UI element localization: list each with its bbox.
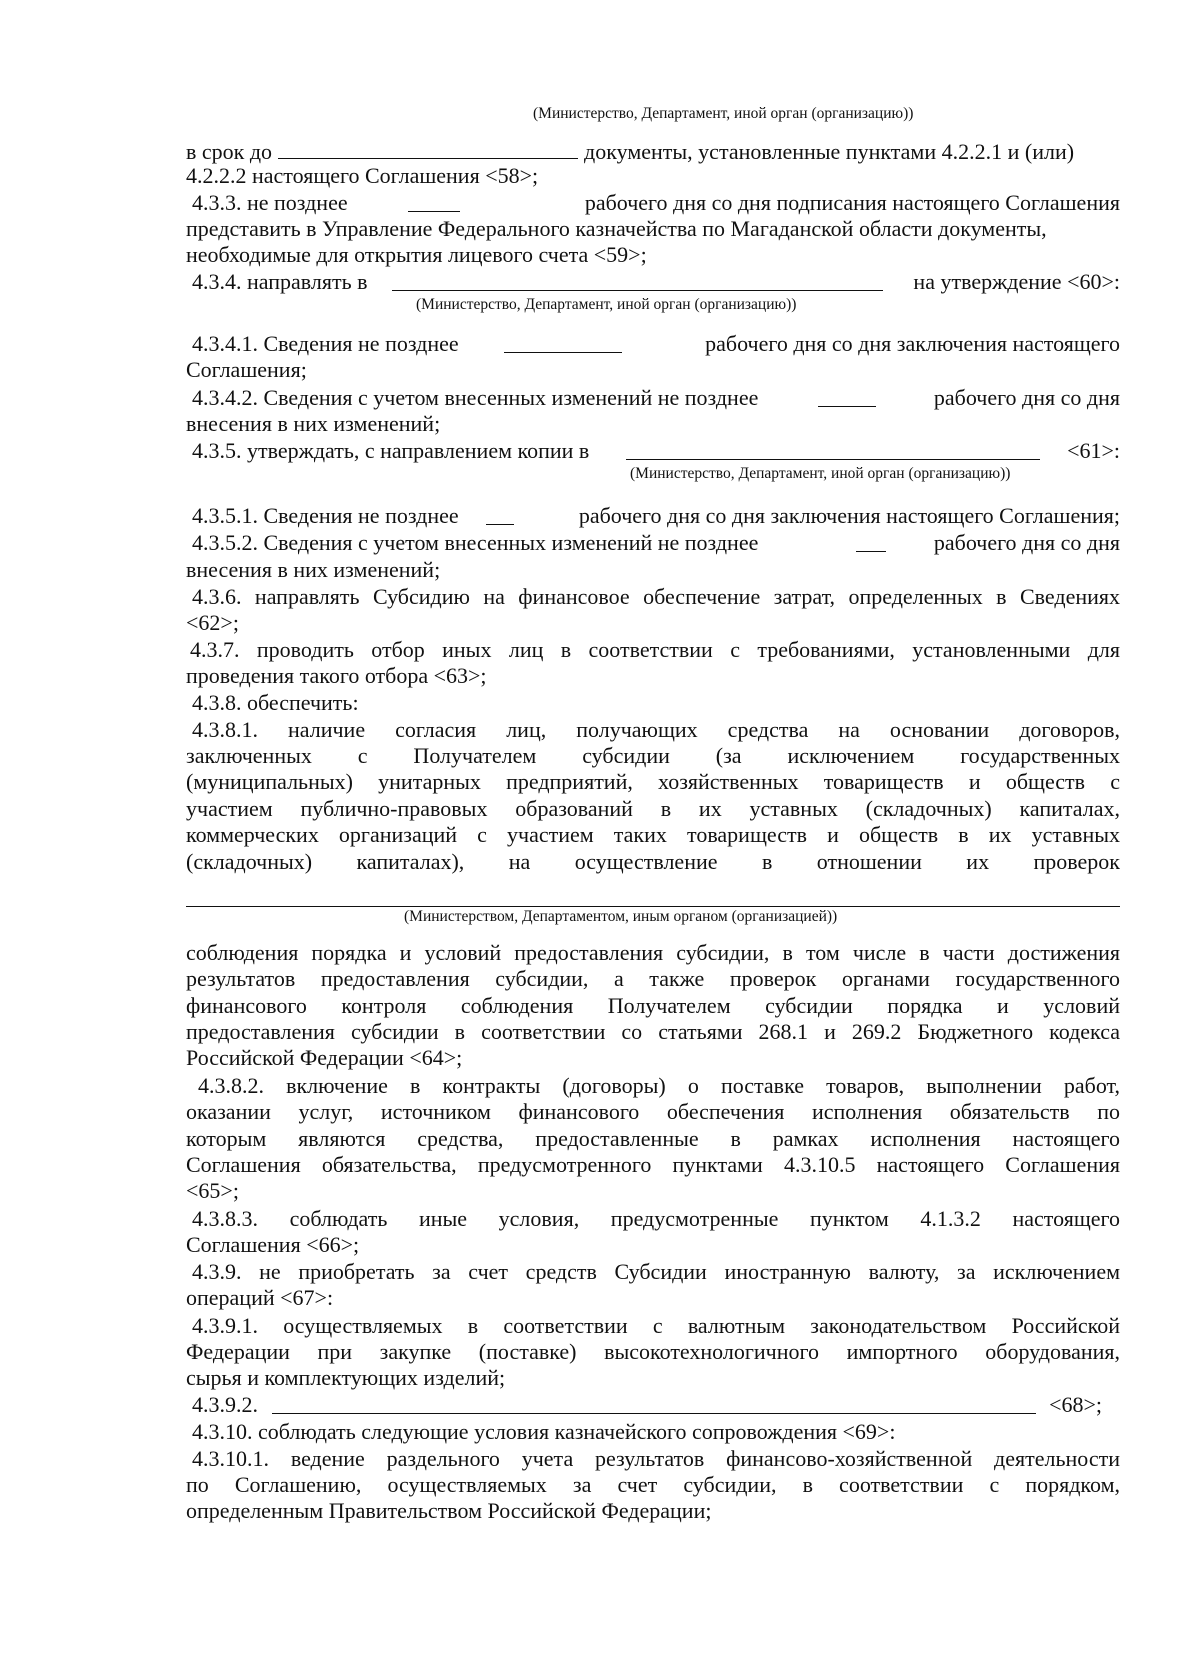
paragraph-line: Соглашения; — [186, 357, 307, 382]
paragraph-line: внесения в них изменений; — [186, 557, 441, 582]
paragraph-line: проведения такого отбора <63>; — [186, 663, 487, 688]
paragraph-line: 4.3.10. соблюдать следующие условия казначейского сопровождения <69>: — [192, 1419, 896, 1444]
blank-date-field — [278, 137, 578, 159]
org-caption: (Министерством, Департаментом, иным органом (организацией)) — [404, 908, 838, 925]
paragraph-line: предоставления субсидии в соответствии со статьями 268.1 и 269.2 Бюджетного кодекса — [186, 1019, 1120, 1044]
paragraph-line: 4.3.8. обеспечить: — [192, 690, 359, 715]
paragraph-line: 4.3.7. проводить отбор иных лиц в соответствии с требованиями, установленными для — [190, 637, 1120, 662]
blank-days-field — [856, 530, 886, 552]
paragraph-line: <62>; — [186, 610, 239, 635]
paragraph-line: внесения в них изменений; — [186, 411, 441, 436]
blank-org-field — [186, 906, 1120, 907]
paragraph-line: результатов предоставления субсидии, а также проверок органами государственного — [186, 966, 1120, 991]
paragraph-line: операций <67>: — [186, 1285, 334, 1310]
paragraph-line: 4.3.10.1. ведение раздельного учета результатов финансово-хозяйственной деятельности — [192, 1446, 1120, 1471]
paragraph-line: по Соглашению, осуществляемых за счет субсидии, в соответствии с порядком, — [186, 1472, 1120, 1497]
paragraph-line: соблюдения порядка и условий предоставления субсидии, в том числе в части достижения — [186, 940, 1120, 965]
paragraph-line: (муниципальных) унитарных предприятий, хозяйственных товариществ и обществ с — [186, 769, 1120, 794]
paragraph-line: Соглашения обязательства, предусмотренного пунктами 4.3.10.5 настоящего Соглашения — [186, 1152, 1120, 1177]
paragraph-line: 4.3.6. направлять Субсидию на финансовое обеспечение затрат, определенных в Сведениях — [192, 584, 1120, 609]
paragraph-line: 4.2.2.2 настоящего Соглашения <58>; — [186, 163, 539, 188]
paragraph-line: оказании услуг, источником финансового обеспечения исполнения обязательств по — [186, 1099, 1120, 1124]
document-page: (Министерство, Департамент, иной орган (организацию)) в срок до документы, установленные пунктами 4.2.2.1 и (или) 4.2.2.2 настоящего Соглашения <58>; 4.3.3. не позднее рабочего дня со дня подписания настоящего Соглашения представить в Управление Федерального казначейства по Магаданской области документы, необходимые для открытия лицевого счета <59>; 4.3.4. направлять в на утверждение <60>: (Министерство, Департамент, иной орган (организацию)) 4.3.4.1. Сведения не позднее рабочего дня со дня заключения настоящего Соглашения; 4.3.4.2. Сведения с учетом внесенных изменений не позднее рабочего дня со дня внесения в них изменений; 4.3.5. утверждать, с направлением копии в <61>: (Министерство, Департамент, иной орган (организацию)) 4.3.5.1. Сведения не позднее рабочего дня со дня заключения настоящего Соглашения; 4.3.5.2. Сведения с учетом внесенных изменений не позднее рабочего дня со дня внесения в них изменений; 4.3.6. направлять Субсидию на финансовое обеспечение затрат, определенных в Сведениях <62>; 4.3.7. проводить отбор иных лиц в соответствии с требованиями, установленными для проведения такого отбора <63>; 4.3.8. обеспечить: 4.3.8.1. наличие согласия лиц, получающих средства на основании договоров, заключенных с Получателем субсидии (за исключением государственных (муниципальных) унитарных предприятий, хозяйственных товариществ и обществ с участием публично-правовых образований в их уставных (складочных) капиталах, коммерческих организаций с участием таких товариществ и обществ в их уставных (складочных) капиталах), на осуществление в отношении их проверок (Министерством, Департаментом, иным органом (организацией)) соблюдения порядка и условий предоставления субсидии, в том числе в части достижения результатов предоставления субсидии, а также проверок органами государственного финансового контроля соблюдения Получателем субсидии порядка и условий предоставления субсидии в соответствии со статьями 268.1 и 269.2 Бюджетного кодекса Российской Федерации <64>; 4.3.8.2. включение в контракты (договоры) о поставке товаров, выполнении работ, оказании услуг, источником финансового обеспечения исполнения обязательств по которым являются средства, предоставленные в рамках исполнения настоящего Соглашения обязательства, предусмотренного пунктами 4.3.10.5 настоящего Соглашения <65>; 4.3.8.3. соблюдать иные условия, предусмотренные пунктом 4.1.3.2 настоящего Соглашения <66>; 4.3.9. не приобретать за счет средств Субсидии иностранную валюту, за исключением операций <67>: 4.3.9.1. осуществляемых в соответствии с валютным законодательством Российской Федерации при закупке (поставке) высокотехнологичного импортного оборудования, сырья и комплектующих изделий; 4.3.9.2. <68>; 4.3.10. соблюдать следующие условия казначейского сопровождения <69>: 4.3.10.1. ведение раздельного учета результатов финансово-хозяйственной деятельности по Соглашению, осуществляемых за счет субсидии, в соответствии с порядком, определенным Правительством Российской Федерации; — [0, 0, 1200, 1656]
paragraph-line: Соглашения <66>; — [186, 1232, 360, 1257]
paragraph-line: которым являются средства, предоставленные в рамках исполнения настоящего — [186, 1126, 1120, 1151]
paragraph-line: коммерческих организаций с участием таких товариществ и обществ в их уставных — [186, 822, 1120, 847]
paragraph-line: <65>; — [186, 1178, 239, 1203]
blank-days-field — [818, 385, 876, 407]
blank-org-field — [626, 438, 1040, 460]
paragraph-line: (складочных) капиталах), на осуществление в отношении их проверок — [186, 849, 1120, 874]
blank-days-field — [486, 503, 514, 525]
paragraph-line: 4.3.8.1. наличие согласия лиц, получающих средства на основании договоров, — [192, 717, 1120, 742]
paragraph-line: заключенных с Получателем субсидии (за исключением государственных — [186, 743, 1120, 768]
blank-days-field — [408, 190, 460, 212]
paragraph-line: участием публично-правовых образований в их уставных (складочных) капиталах, — [186, 796, 1120, 821]
paragraph-line: в срок до документы, установленные пунктами 4.2.2.1 и (или) — [186, 139, 1075, 164]
paragraph-line: финансового контроля соблюдения Получателем субсидии порядка и условий — [186, 993, 1120, 1018]
paragraph-line: определенным Правительством Российской Федерации; — [186, 1498, 712, 1523]
paragraph-line: 4.3.9.1. осуществляемых в соответствии с валютным законодательством Российской — [192, 1313, 1120, 1338]
paragraph-line: Российской Федерации <64>; — [186, 1045, 463, 1070]
paragraph-line: 4.3.9. не приобретать за счет средств Субсидии иностранную валюту, за исключением — [192, 1259, 1120, 1284]
org-caption: (Министерство, Департамент, иной орган (организацию)) — [630, 465, 1011, 482]
paragraph-line: 4.3.8.2. включение в контракты (договоры) о поставке товаров, выполнении работ, — [198, 1073, 1120, 1098]
paragraph-line: 4.3.8.3. соблюдать иные условия, предусмотренные пунктом 4.1.3.2 настоящего — [192, 1206, 1120, 1231]
blank-days-field — [504, 331, 622, 353]
blank-field — [272, 1392, 1036, 1414]
org-caption: (Министерство, Департамент, иной орган (организацию)) — [416, 296, 797, 313]
blank-org-field — [392, 269, 883, 291]
paragraph-line: представить в Управление Федерального казначейства по Магаданской области документы, — [186, 216, 1047, 241]
paragraph-line: необходимые для открытия лицевого счета <59>; — [186, 242, 647, 267]
paragraph-line: Федерации при закупке (поставке) высокотехнологичного импортного оборудования, — [186, 1339, 1120, 1364]
paragraph-line: сырья и комплектующих изделий; — [186, 1365, 506, 1390]
org-caption: (Министерство, Департамент, иной орган (организацию)) — [533, 105, 914, 122]
